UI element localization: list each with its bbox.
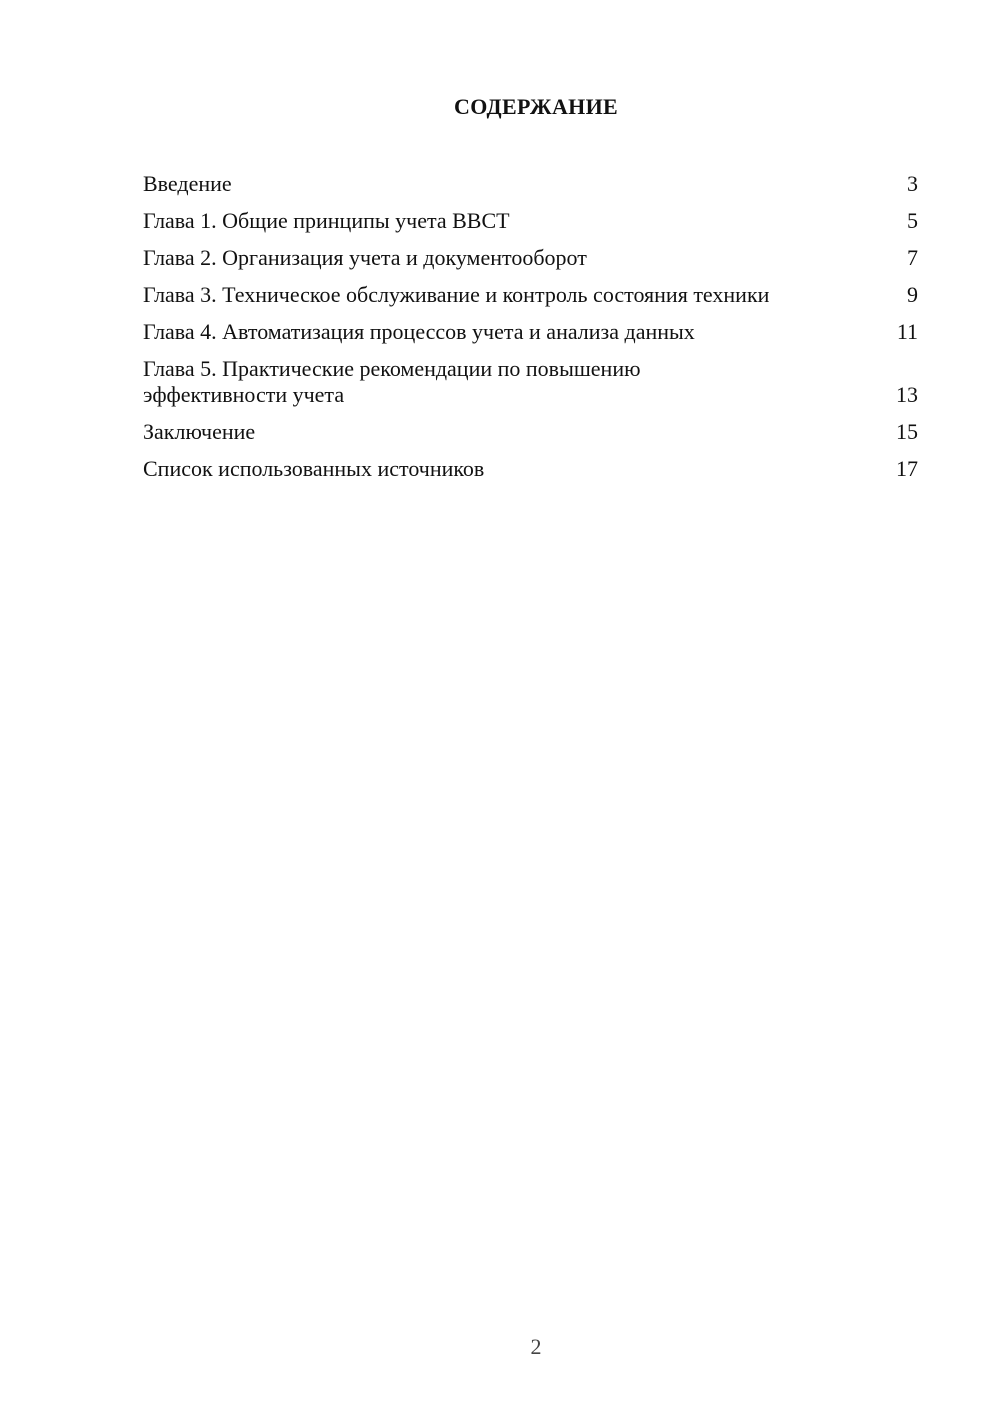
toc-entry-title: Список использованных источников bbox=[143, 456, 485, 481]
toc-entry-chapter-5 bbox=[143, 356, 918, 408]
toc-entry-chapter-2 bbox=[143, 245, 918, 271]
toc-entry-title: Введение bbox=[143, 171, 232, 196]
toc-entry-page: 9 bbox=[907, 282, 918, 307]
toc-entry-page: 17 bbox=[896, 456, 918, 481]
toc-entry-introduction bbox=[143, 171, 918, 197]
toc-entry-chapter-4 bbox=[143, 319, 918, 345]
page-number: 2 bbox=[530, 1334, 542, 1359]
table-of-contents bbox=[143, 171, 918, 493]
toc-entry-page: 7 bbox=[907, 245, 918, 270]
toc-entry-page: 13 bbox=[896, 382, 918, 407]
page-title: СОДЕРЖАНИЕ bbox=[454, 94, 618, 119]
toc-entry-references bbox=[143, 456, 918, 482]
toc-entry-title: Глава 4. Автоматизация процессов учета и анализа данных bbox=[143, 319, 695, 344]
toc-entry-page: 3 bbox=[907, 171, 918, 196]
toc-entry-title: Глава 2. Организация учета и документооборот bbox=[143, 245, 587, 270]
toc-entry-page: 11 bbox=[896, 319, 918, 344]
toc-entry-title: Глава 5. Практические рекомендации по повышению эффективности учета bbox=[143, 356, 641, 407]
toc-entry-title: Глава 3. Техническое обслуживание и контроль состояния техники bbox=[143, 282, 770, 307]
toc-entry-title: Заключение bbox=[143, 419, 256, 444]
toc-entry-chapter-1 bbox=[143, 208, 918, 234]
toc-entry-page: 15 bbox=[896, 419, 918, 444]
toc-entry-conclusion bbox=[143, 419, 918, 445]
toc-entry-title: Глава 1. Общие принципы учета ВВСТ bbox=[143, 208, 510, 233]
toc-entry-chapter-3 bbox=[143, 282, 918, 308]
toc-entry-page: 5 bbox=[907, 208, 918, 233]
